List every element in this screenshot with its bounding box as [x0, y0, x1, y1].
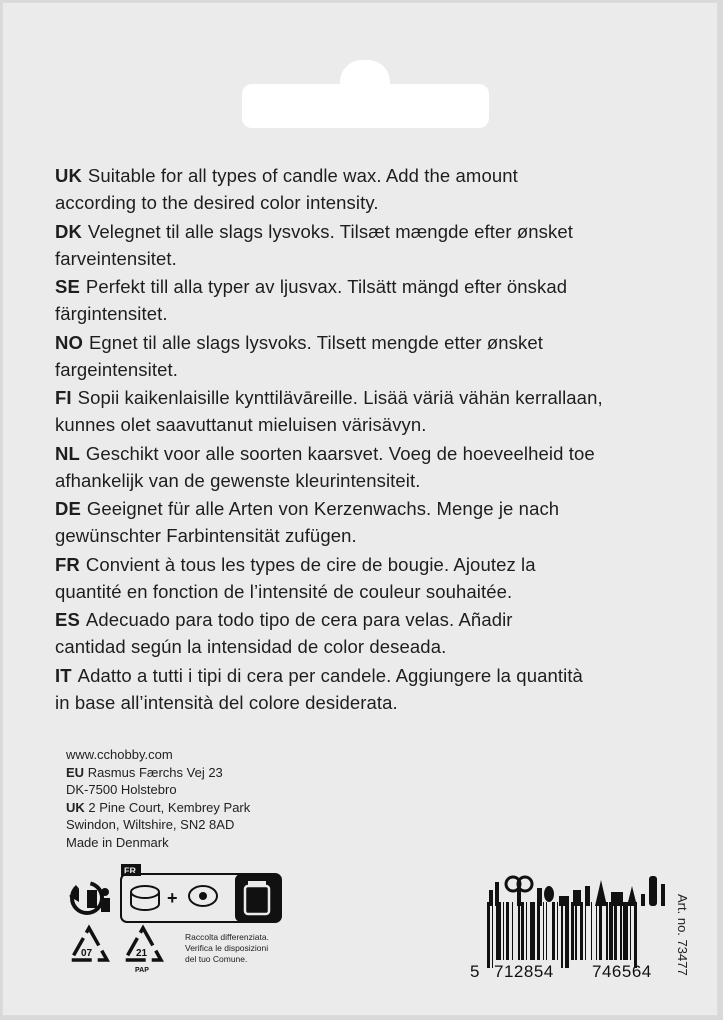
ean-group-1: 712854	[494, 962, 554, 981]
eu-city-line: DK-7500 Holstebro	[66, 782, 177, 798]
instruction-fi: FI Sopii kaikenlaisille kynttilävāreille. Lisää väriä vähän kerrallaan, kunnes olet saavuttanut mieluisen värisävyn.	[55, 387, 603, 435]
barcode-bar	[580, 902, 583, 960]
instruction-se: SE Perfekt till alla typer av ljusvax. Tilsätt mängd efter önskad färgintensitet.	[55, 276, 568, 324]
instruction-it: IT Adatto a tutti i tipi di cera per candele. Aggiungere la quantità in base all’intensità del colore desiderata.	[55, 664, 583, 713]
barcode-bar	[596, 902, 598, 960]
ean-group-2: 746564	[592, 962, 652, 981]
barcode	[487, 902, 672, 962]
instruction-nl: NL Geschikt voor alle soorten kaarsvet. Voeg de hoeveelheid toe afhankelijk van de gewenste kleurintensiteit.	[55, 442, 595, 491]
barcode-bar	[575, 902, 577, 960]
barcode-bar	[492, 902, 494, 968]
instruction-de: DE Geeignet für alle Arten von Kerzenwachs. Menge je nach gewünschter Farbintensität zufügen.	[55, 498, 560, 546]
barcode-bar	[496, 902, 501, 960]
barcode-bar	[565, 902, 570, 968]
barcode-bar	[557, 902, 559, 960]
barcode-bar	[585, 902, 587, 960]
barcode-bar	[503, 902, 505, 960]
fr-label: FR	[124, 866, 136, 876]
recycle-code-21-icon	[125, 928, 161, 974]
barcode-bar	[526, 902, 528, 960]
origin: Made in Denmark	[66, 834, 169, 850]
website: www.cchobby.com	[66, 747, 173, 762]
barcode-bar	[591, 902, 593, 960]
italy-sorting-note	[185, 932, 269, 964]
barcode-bar	[620, 902, 622, 960]
fr-sorting-info	[121, 864, 281, 922]
barcode-bar	[599, 902, 602, 960]
recycle-code-07-icon	[71, 928, 107, 960]
barcode-bar	[543, 902, 545, 960]
barcode-bar	[571, 902, 574, 960]
barcode-bar	[487, 902, 490, 968]
barcode-bar	[552, 902, 555, 960]
uk-address-line: UK 2 Pine Court, Kembrey Park	[66, 799, 251, 815]
barcode-bar	[546, 902, 548, 960]
barcode-bar	[561, 902, 563, 968]
triman-icon	[69, 883, 110, 913]
recycle-code-07: 07	[81, 948, 93, 959]
barcode-bar	[530, 902, 535, 960]
barcode-bar	[634, 902, 637, 968]
barcode-bar	[521, 902, 524, 960]
packaging-back-card	[2, 2, 718, 1016]
barcode-bar	[518, 902, 520, 960]
instruction-dk: DK Velegnet til alle slags lysvoks. Tilsæt mængde efter ønsket farveintensitet.	[55, 220, 573, 269]
svg-text:del tuo Comune.: del tuo Comune.	[185, 954, 248, 964]
article-number: Art. no. 73477	[675, 894, 690, 976]
instruction-uk: UK Suitable for all types of candle wax. Add the amount according to the desired color intensity.	[55, 165, 518, 213]
barcode-bar	[614, 902, 617, 960]
company-address	[66, 746, 250, 852]
svg-text:Verifica le disposizioni: Verifica le disposizioni	[185, 943, 269, 953]
barcode-bar	[609, 902, 612, 960]
barcode-bar	[630, 902, 632, 960]
recycle-code-pap: PAP	[135, 967, 149, 974]
barcode-bar	[512, 902, 514, 960]
craft-tools-silhouette-icon	[487, 872, 677, 906]
ean-first-digit: 5	[470, 962, 480, 981]
svg-text:+: +	[167, 888, 178, 908]
instruction-no: NO Egnet til alle slags lysvoks. Tilsett mengde etter ønsket fargeintensitet.	[55, 331, 543, 380]
svg-text:Raccolta differenziata.: Raccolta differenziata.	[185, 932, 269, 942]
recycle-code-21: 21	[136, 948, 148, 959]
barcode-bar	[506, 902, 509, 960]
hang-hole	[242, 84, 489, 128]
instruction-es: ES Adecuado para todo tipo de cera para velas. Añadir cantidad según la intensidad de color deseada.	[55, 609, 513, 657]
instruction-fr: FR Convient à tous les types de cire de bougie. Ajoutez la quantité en fonction de l’intensité de couleur souhaitée.	[55, 553, 536, 602]
recycling-icons	[65, 864, 295, 984]
barcode-area	[470, 872, 697, 992]
eu-address-line: EU Rasmus Færchs Vej 23	[66, 764, 223, 780]
barcode-bar	[623, 902, 628, 960]
uk-city-line: Swindon, Wiltshire, SN2 8AD	[66, 817, 235, 833]
barcode-bar	[606, 902, 608, 960]
barcode-bar	[537, 902, 540, 960]
instructions-list	[55, 162, 695, 717]
